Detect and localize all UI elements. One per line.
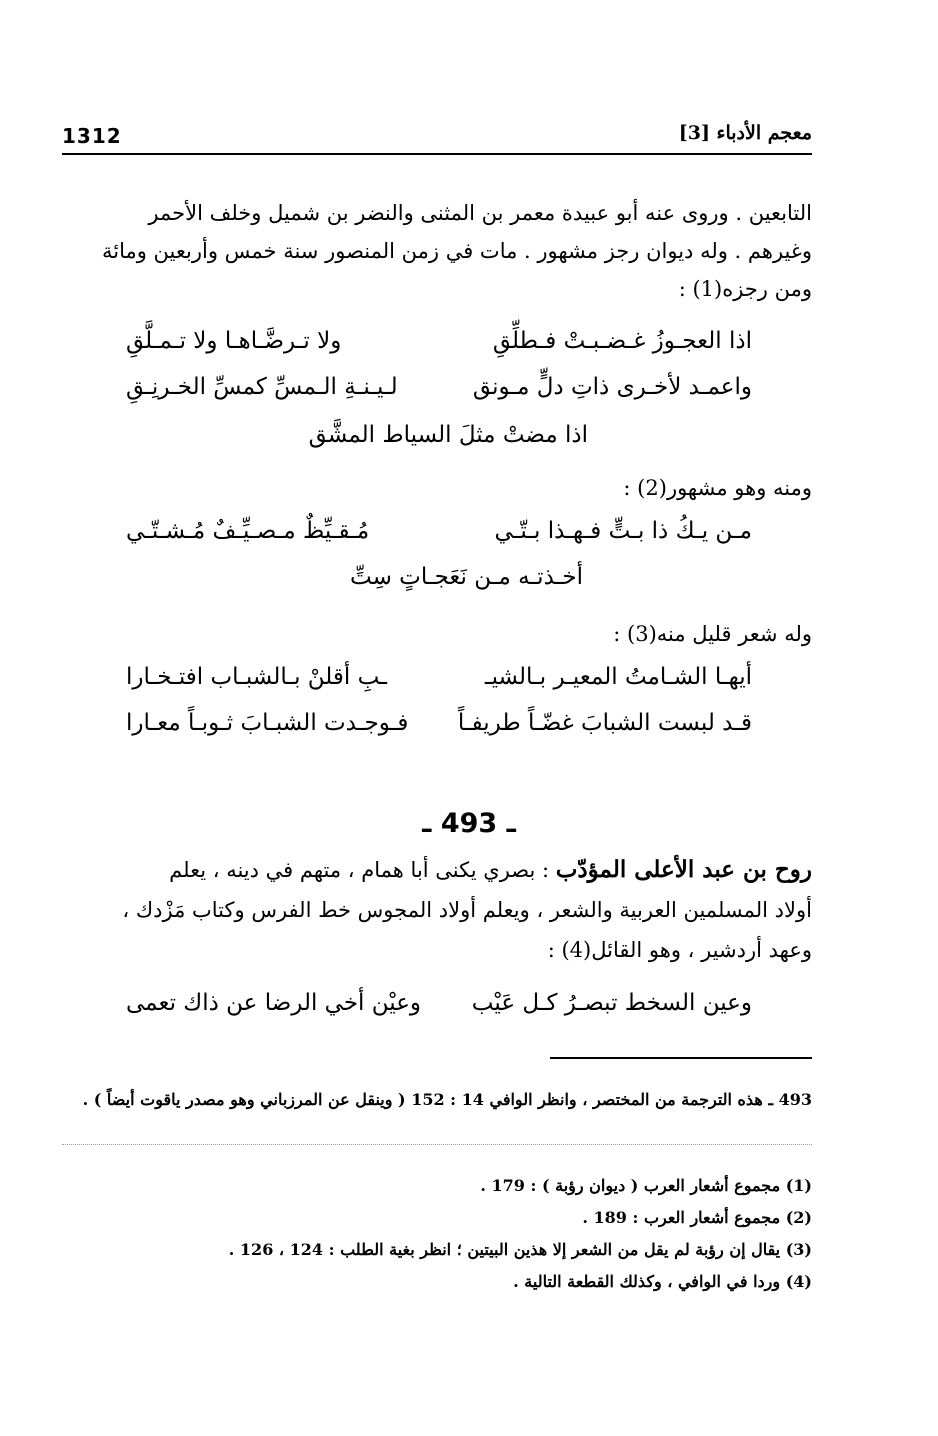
hemistich-left: ولا تـرضَّـاهـا ولا تـمـلَّقِ bbox=[126, 328, 342, 354]
hemistich-right: واعمـد لأخـرى ذاتِ دلٍّ مـونق bbox=[472, 374, 752, 400]
footnote-rule bbox=[550, 1057, 812, 1059]
hemistich-left: وعيْن أخي الرضا عن ذاك تعمى bbox=[126, 990, 422, 1016]
entry-verse bbox=[126, 990, 752, 1030]
hemistich-left: فـوجـدت الشبـابَ ثـوبـاً معـارا bbox=[126, 710, 409, 736]
poem1-verse3: اذا مضتْ مثلَ السياط المشَّق bbox=[308, 422, 588, 448]
poem2-verse2: أخـذتـه مـن نَعَجـاتٍ سِتِّ bbox=[350, 564, 583, 590]
poem3-intro: وله شعر قليل منه(3) : bbox=[613, 622, 812, 646]
entry-number: ـ 493 ـ bbox=[422, 808, 516, 839]
hemistich-right: اذا العجـوزُ غـضـبـتْ فـطلِّقِ bbox=[492, 328, 752, 354]
hemistich-right: قـد لبست الشبابَ غضّـاً طريفـاً bbox=[457, 710, 752, 736]
text-line: ومن رجزه(1) : bbox=[678, 277, 812, 301]
text-line bbox=[60, 850, 812, 890]
page-header bbox=[62, 118, 812, 152]
poem2-intro: ومنه وهو مشهور(2) : bbox=[623, 476, 812, 500]
hemistich-right: أيهـا الشـامتُ المعيـر بـالشيـ bbox=[484, 664, 752, 690]
footnote-4: (4) وردا في الوافي ، وكذلك القطعة التالية . bbox=[513, 1272, 812, 1291]
hemistich-left: لـيـنـةِ الـمسِّ كمسِّ الخـرنِـقِ bbox=[126, 374, 398, 400]
text-line: وغيرهم . وله ديوان رجز مشهور . مات في زمن المنصور سنة خمس وأربعين ومائة bbox=[101, 239, 812, 263]
page-number: 1312 bbox=[62, 124, 122, 148]
footnote-2: (2) مجموع أشعار العرب : 189 . bbox=[582, 1208, 812, 1227]
entry-line1-rest: : بصري يكنى أبا همام ، متهم في دينه ، يعلم bbox=[169, 858, 556, 882]
footnote-3: (3) يقال إن رؤبة لم يقل من الشعر إلا هذين البيتين ؛ انظر بغية الطلب : 124 ، 126 . bbox=[228, 1240, 812, 1259]
poem3-verse1 bbox=[126, 664, 752, 704]
poem3-verse2 bbox=[126, 710, 752, 750]
hemistich-right: مـن يـكُ ذا بـتٍّ فـهـذا بـتّـي bbox=[494, 518, 752, 544]
entry-name: روح بن عبد الأعلى المؤدّب bbox=[555, 856, 812, 883]
hemistich-left: ـبِ أقلنْ بـالشبـاب افتـخـارا bbox=[126, 664, 387, 690]
hemistich-left: مُـقـيِّظٌ مـصـيِّـفٌ مُـشـتّـي bbox=[126, 518, 370, 544]
opening-paragraph bbox=[62, 194, 812, 308]
running-title: معجم الأدباء [3] bbox=[678, 122, 812, 144]
text-line: وعهد أردشير ، وهو القائل(4) : bbox=[547, 938, 812, 962]
header-rule bbox=[62, 153, 812, 155]
entry-source-note: 493 ـ هذه الترجمة من المختصر ، وانظر الوافي 14 : 152 ( وينقل عن المرزباني وهو مصدر ياقوت أيضاً ) . bbox=[82, 1090, 812, 1109]
hemistich-right: وعين السخط تبصـرُ كـل عَيْب bbox=[471, 990, 752, 1016]
footnote-1: (1) مجموع أشعار العرب ( ديوان رؤبة ) : 179 . bbox=[480, 1176, 812, 1195]
dotted-separator bbox=[62, 1144, 812, 1145]
poem2-verse1 bbox=[126, 518, 752, 558]
poem1-verse2 bbox=[126, 374, 752, 414]
poem1-verse1 bbox=[126, 328, 752, 368]
text-line: التابعين . وروى عنه أبو عبيدة معمر بن المثنى والنضر بن شميل وخلف الأحمر bbox=[148, 201, 812, 225]
text-line: أولاد المسلمين العربية والشعر ، ويعلم أولاد المجوس خط الفرس وكتاب مَزْدك ، bbox=[122, 898, 812, 922]
entry-paragraph bbox=[60, 850, 812, 970]
